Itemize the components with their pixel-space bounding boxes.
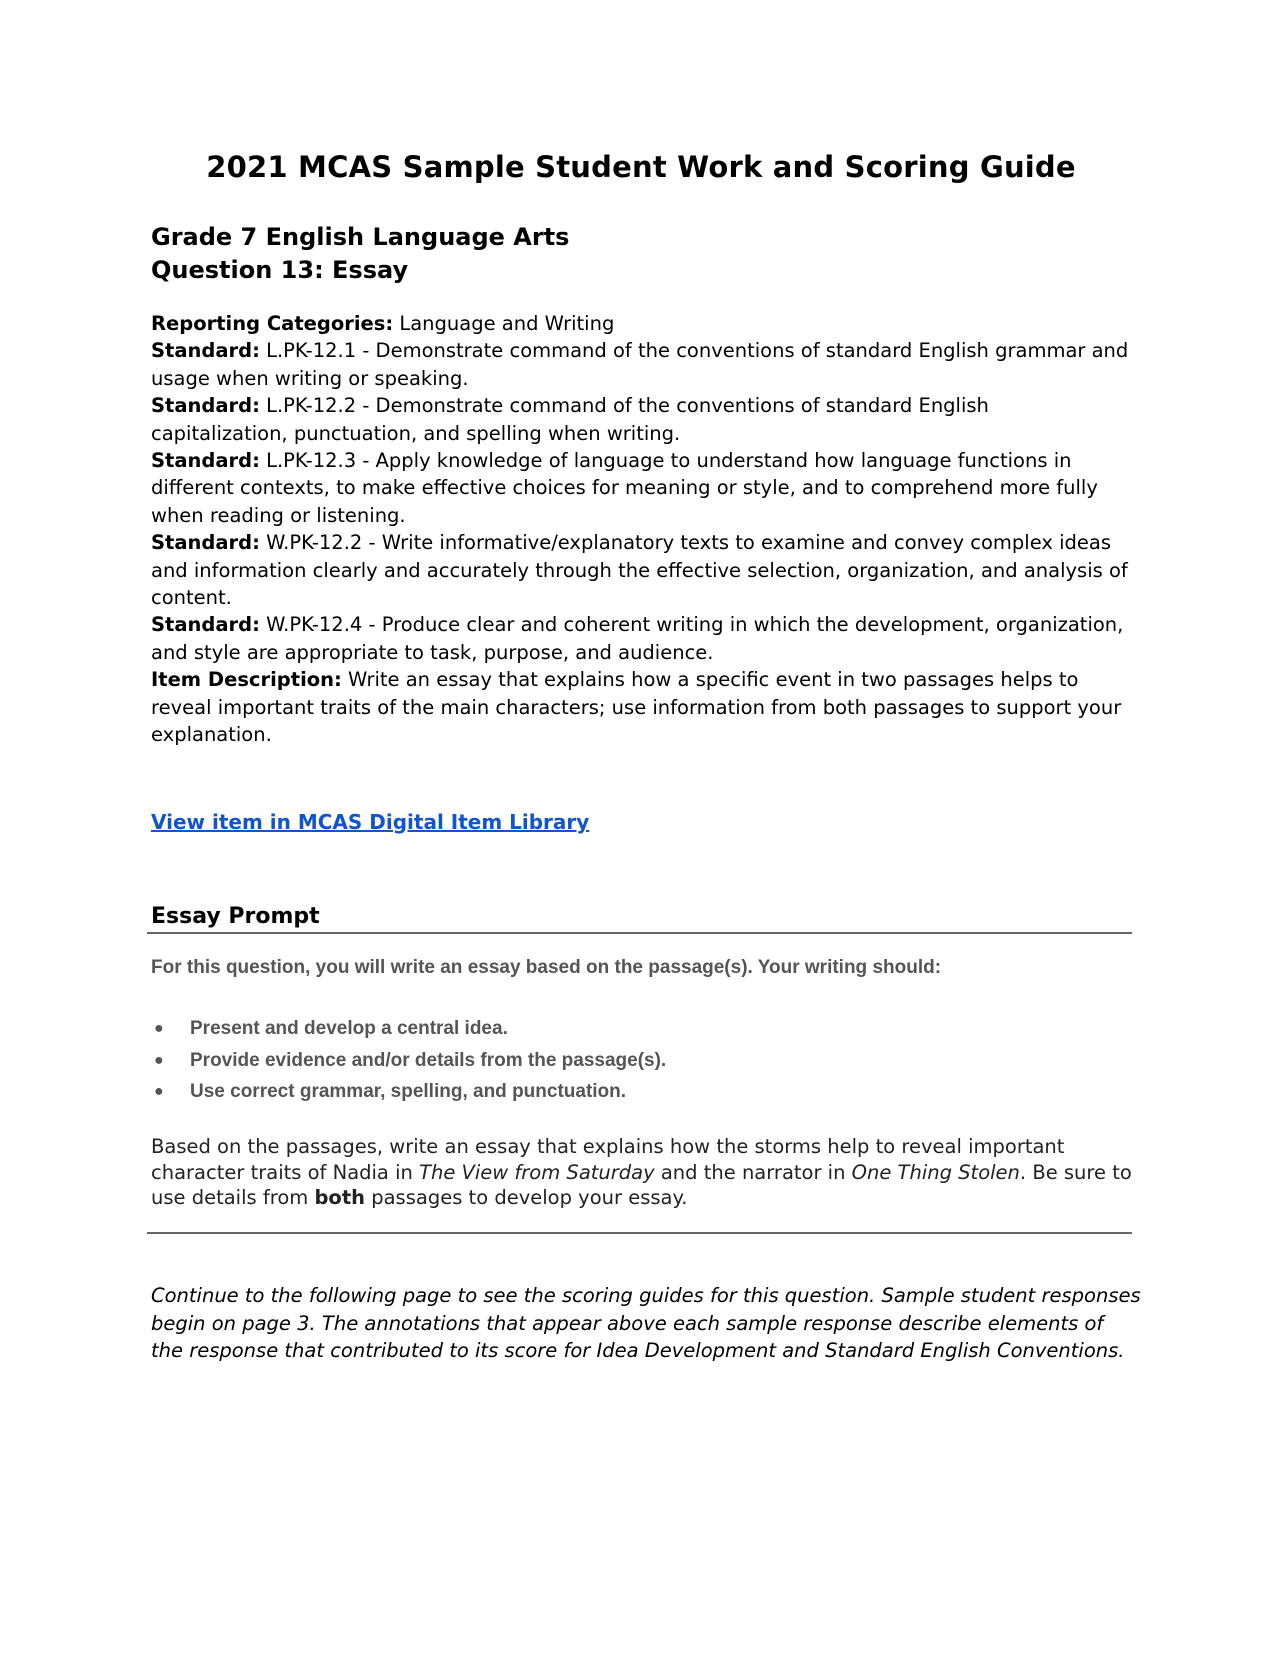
standard-text: W.PK-12.2 - Write informative/explanatory texts to examine and convey complex ideas and information clearly and accurately through the effective selection, organization, and analysis of content. [151,531,1128,610]
essay-instructions: For this question, you will write an essay based on the passage(s). Your writing should: [151,957,942,978]
standard-label: Standard: [151,613,260,637]
list-item: ● Provide evidence and/or details from the passage(s). [151,1048,666,1080]
standard-item [151,529,1131,611]
standard-label: Standard: [151,394,260,418]
standard-item [151,611,1131,666]
essay-prompt-heading: Essay Prompt [151,904,320,929]
list-item: ● Use correct grammar, spelling, and punctuation. [151,1079,666,1111]
list-item: ● Present and develop a central idea. [151,1016,666,1048]
standard-text: L.PK-12.2 - Demonstrate command of the conventions of standard English capitalization, punctuation, and spelling when writing. [151,394,989,445]
bullet-icon: ● [154,1051,164,1069]
section-divider [147,1232,1132,1234]
emphasis-both: both [314,1186,366,1209]
digital-item-library-link[interactable]: View item in MCAS Digital Item Library [151,810,590,834]
writing-requirements-list [151,1016,666,1111]
item-metadata [151,310,1131,749]
section-divider [147,932,1132,934]
item-description-label: Item Description: [151,668,342,692]
standard-item [151,392,1131,447]
standard-text: L.PK-12.1 - Demonstrate command of the conventions of standard English grammar and usage when writing or speaking. [151,339,1129,390]
bullet-icon: ● [154,1083,164,1100]
bullet-icon: ● [154,1020,164,1037]
continuation-note: Continue to the following page to see the scoring guides for this question. Sample student responses begin on page 3. The annotations that appear above each sample response describe elements of the response that contributed to its score for Idea Development and Standard English Conventions. [151,1284,1141,1363]
standard-label: Standard: [151,339,260,363]
document-title: 2021 MCAS Sample Student Work and Scoring Guide [206,150,1076,184]
reporting-categories-value: Language and Writing [399,312,615,335]
passage-title: The View from Saturday [419,1160,655,1184]
reporting-categories-label: Reporting Categories: [151,312,394,335]
question-heading: Question 13: Essay [151,256,409,284]
standard-item [151,447,1131,529]
essay-prompt-text: Based on the passages, write an essay that explains how the storms help to reveal important character traits of Nadia in The View from Saturday and the narrator in One Thing Stolen. Be sure to use details from both passages to develop your essay. [151,1135,1132,1209]
standard-label: Standard: [151,531,260,555]
passage-title: One Thing Stolen [851,1160,1020,1184]
standard-label: Standard: [151,449,260,473]
grade-heading: Grade 7 English Language Arts [151,223,570,251]
reporting-categories [151,310,1131,337]
item-description-text: Write an essay that explains how a specific event in two passages helps to reveal important traits of the main characters; use information from both passages to support your explanation. [151,668,1122,747]
standard-item [151,337,1131,392]
standard-text: W.PK-12.4 - Produce clear and coherent writing in which the development, organization, and style are appropriate to task, purpose, and audience. [151,613,1124,664]
standard-text: L.PK-12.3 - Apply knowledge of language to understand how language functions in different contexts, to make effective choices for meaning or style, and to comprehend more fully when reading or listening. [151,449,1098,527]
item-description [151,666,1131,748]
